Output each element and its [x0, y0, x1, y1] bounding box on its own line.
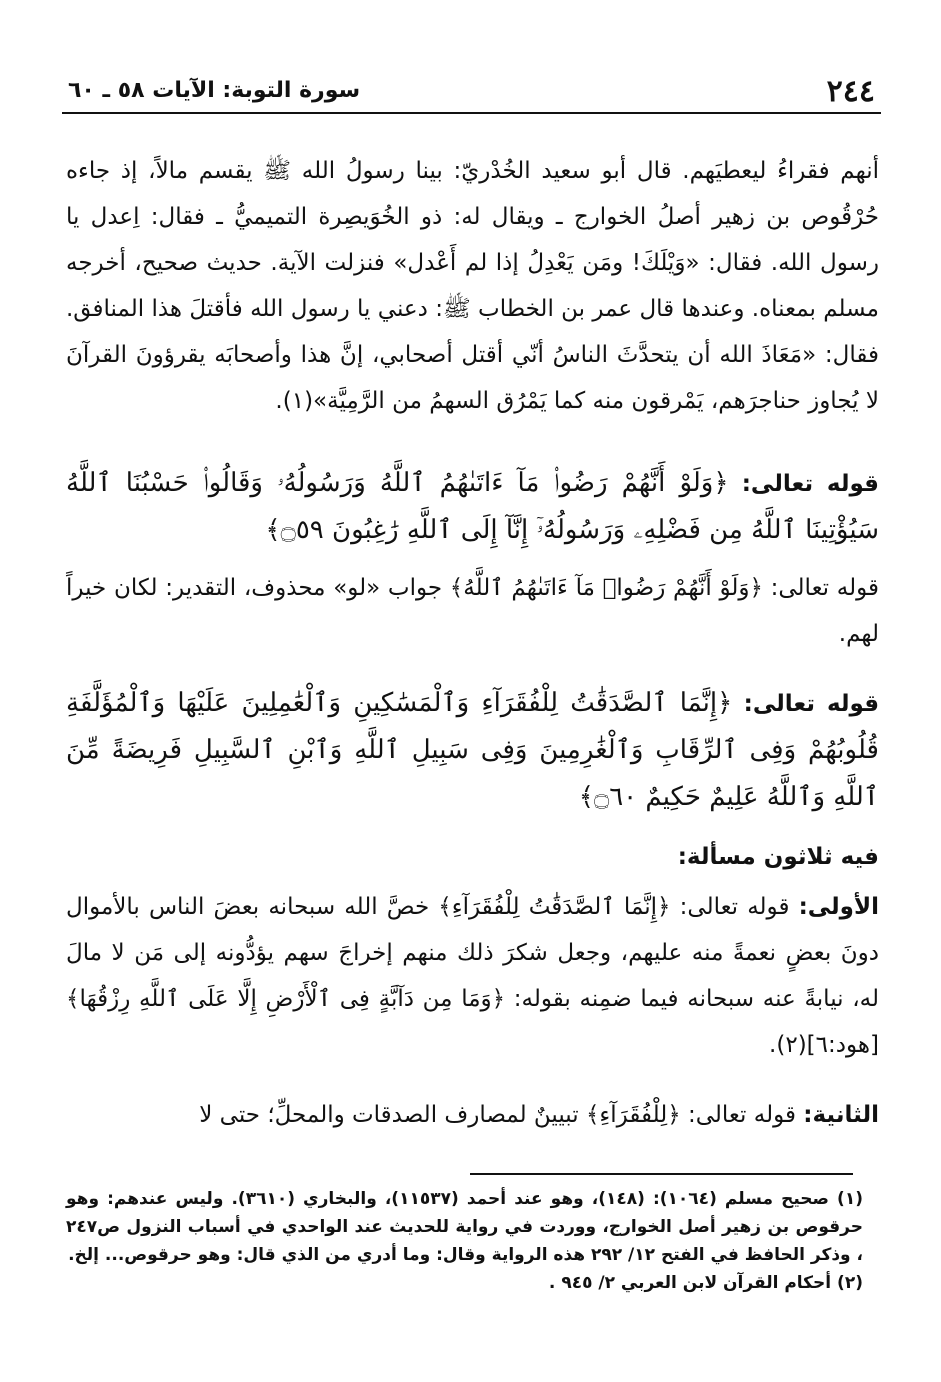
paragraph-text: قوله تعالى: ﴿وَلَوْ أَنَّهُمْ رَضُوا۟ مَآ ءَاتَىٰهُمُ ٱللَّهُ﴾ جواب «لو» محذوف، التقدير: لكان خيراً لهم.	[66, 575, 879, 647]
paragraph-second-issue	[66, 1092, 879, 1138]
paragraph-text: أنهم فقراءُ ليعطيَهم. قال أبو سعيد الخُدْريّ: بينا رسولُ الله ﷺ يقسم مالاً، إذ جاءه حُرْقُوص بن زهير أصلُ الخوارج ـ ويقال له: ذو الخُوَيصِرة التميميُّ ـ فقال: اِعدل يا رسول الله. فقال: «وَيْلَكَ! ومَن يَعْدِلُ إذا لم أَعْدل» فنزلت الآية. حديث صحيح، أخرجه مسلم بمعناه. وعندها قال عمر بن الخطاب ﷺ: دعني يا رسول الله فأقتلَ هذا المنافق. فقال: «مَعَاذَ الله أن يتحدَّثَ الناسُ أنّي أقتل أصحابي، إنَّ هذا وأصحابَه يقرؤونَ القرآنَ لا يُجاوز حناجرَهم، يَمْرقون منه كما يَمْرُق السهمُ من الرَّمِيَّة»(١).	[66, 158, 879, 414]
footnote-2: (٢) أحكام القرآن لابن العربي ٢/ ٩٤٥ .	[548, 1273, 863, 1293]
running-title: سورة التوبة: الآيات ٥٨ ـ ٦٠	[68, 78, 361, 103]
section-heading: فيه ثلاثون مسألة:	[677, 844, 879, 870]
paragraph-intro	[66, 148, 879, 424]
verse-60-block	[66, 680, 879, 821]
footnote-divider	[470, 1173, 853, 1175]
paragraph-commentary-59	[66, 565, 879, 657]
page-number: ٢٤٤	[826, 74, 875, 109]
paragraph-text: قوله تعالى: ﴿إِنَّمَا ٱلصَّدَقَٰتُ لِلْفُقَرَآءِ﴾ خصَّ الله سبحانه بعضَ الناس بالأموال دونَ بعضٍ نعمةً منه عليهم، وجعل شكرَ ذلك منهم إخراجَ سهم يؤدُّونه إلى مَن لا مالَ له، نيابةً عنه سبحانه فيما ضمِنه بقوله: ﴿وَمَا مِن دَآبَّةٍ فِى ٱلْأَرْضِ إِلَّا عَلَى ٱللَّهِ رِزْقُهَا﴾ [هود:٦](٢).	[66, 894, 879, 1058]
issues-heading	[66, 834, 879, 880]
paragraph-text: قوله تعالى: ﴿لِلْفُقَرَآءِ﴾ تبيينٌ لمصارف الصدقات والمحلِّ؛ حتى لا	[199, 1102, 796, 1128]
issue-label: الثانية:	[803, 1102, 879, 1128]
verse-lead: قوله تعالى:	[743, 691, 880, 717]
issue-label: الأولى:	[798, 894, 879, 920]
footnotes	[66, 1185, 863, 1297]
verse-59: ﴿وَلَوْ أَنَّهُمْ رَضُوا۟ مَآ ءَاتَىٰهُمُ ٱللَّهُ وَرَسُولُهُۥ وَقَالُوا۟ حَسْبُنَا ٱللَّهُ سَيُؤْتِينَا ٱللَّهُ مِن فَضْلِهِۦ وَرَسُولُهُۥٓ إِنَّآ إِلَى ٱللَّهِ رَٰغِبُونَ ۝٥٩﴾	[66, 468, 879, 545]
paragraph-first-issue	[66, 884, 879, 1068]
verse-lead: قوله تعالى:	[741, 471, 879, 497]
page-header	[62, 70, 881, 114]
footnote-1: (١) صحيح مسلم (١٠٦٤): (١٤٨)، وهو عند أحمد (١١٥٣٧)، والبخاري (٣٦١٠). وليس عندهم: وهو حرقوص بن زهير أصل الخوارج، ووردت في رواية للحديث عند الواحدي في أسباب النزول ص٢٤٧ ، وذكر الحافظ في الفتح ١٢/ ٢٩٢ هذه الرواية وقال: وما أدري من الذي قال: وهو حرقوص... إلخ.	[66, 1189, 863, 1265]
verse-60: ﴿إِنَّمَا ٱلصَّدَقَٰتُ لِلْفُقَرَآءِ وَٱلْمَسَٰكِينِ وَٱلْعَٰمِلِينَ عَلَيْهَا وَٱلْمُؤَلَّفَةِ قُلُوبُهُمْ وَفِى ٱلرِّقَابِ وَٱلْغَٰرِمِينَ وَفِى سَبِيلِ ٱللَّهِ وَٱبْنِ ٱلسَّبِيلِ فَرِيضَةً مِّنَ ٱللَّهِ وَٱللَّهُ عَلِيمٌ حَكِيمٌ ۝٦٠﴾	[66, 688, 879, 812]
verse-59-block	[66, 460, 879, 554]
